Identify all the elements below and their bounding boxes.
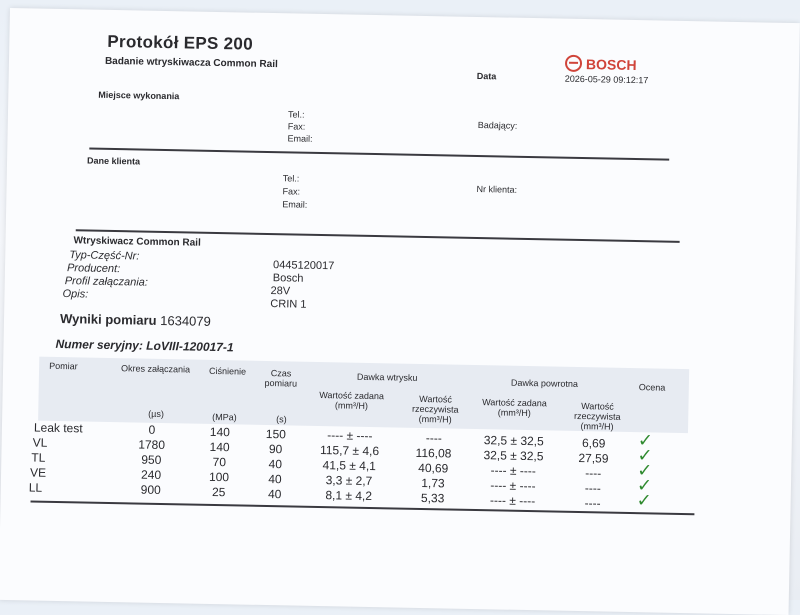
period-cell: 0 [148, 422, 156, 437]
ret-actual-cell: ---- [584, 480, 602, 496]
location-label: Miejsce wykonania [98, 89, 180, 102]
client-number-label: Nr klienta: [476, 183, 518, 195]
row-name: LL [28, 480, 43, 495]
inj-target-header: Wartość zadana (mm³/H) [319, 390, 385, 411]
unit-s: (s) [276, 414, 287, 425]
injector-label-profile: Profil załączania: [64, 275, 149, 289]
protocol-sheet [0, 8, 800, 615]
ret-target-cell: ---- ± ---- [490, 463, 536, 479]
time-cell: 40 [268, 456, 283, 471]
document-title: Protokół EPS 200 [107, 31, 254, 54]
inj-target-cell: 3,3 ± 2,7 [325, 473, 373, 489]
bosch-ring-icon [565, 55, 582, 72]
ret-actual-header: Wartość rzeczywista (mm³/H) [573, 401, 621, 432]
client-fax: Fax: [282, 186, 301, 197]
col-period: Okres załączania [121, 363, 191, 375]
injector-label-desc: Opis: [62, 288, 89, 301]
ret-target-cell: ---- ± ---- [490, 478, 536, 494]
bosch-logo [565, 55, 637, 73]
injector-type-value: 0445120017 [272, 259, 335, 273]
date-value: 2026-05-29 09:12:17 [564, 73, 649, 86]
pressure-cell: 70 [212, 454, 227, 470]
col-time: Czas pomiaru [264, 368, 298, 389]
location-email: Email: [287, 133, 313, 144]
time-cell: 90 [268, 441, 283, 456]
client-label: Dane klienta [86, 155, 141, 167]
inj-target-cell: ---- ± ---- [327, 428, 373, 444]
document-subtitle: Badanie wtryskiwacza Common Rail [104, 55, 278, 71]
inj-target-cell: 41,5 ± 4,1 [322, 458, 377, 474]
time-cell: 40 [267, 486, 282, 501]
ret-actual-cell: 27,59 [578, 450, 609, 466]
injector-profile-value: 28V [270, 285, 291, 298]
inj-target-cell: 115,7 ± 4,6 [319, 443, 380, 459]
client-tel: Tel.: [282, 173, 300, 184]
ret-target-cell: ---- ± ---- [489, 493, 536, 509]
date-label: Data [476, 70, 497, 82]
time-cell: 40 [268, 471, 282, 486]
inj-actual-cell: 5,33 [420, 491, 445, 506]
col-pressure: Ciśnienie [208, 365, 247, 377]
client-email: Email: [282, 199, 308, 210]
results-line [60, 311, 211, 329]
col-return: Dawka powrotna [510, 377, 579, 389]
pressure-cell: 25 [211, 484, 226, 500]
row-name: VE [29, 465, 47, 480]
unit-us: (µs) [148, 408, 165, 420]
ret-target-cell: 32,5 ± 32,5 [483, 433, 544, 449]
time-cell: 150 [265, 426, 287, 441]
period-cell: 950 [141, 452, 162, 467]
ret-actual-cell: 6,69 [581, 435, 606, 451]
pressure-cell: 140 [209, 439, 230, 455]
row-name: Leak test [33, 420, 83, 436]
check-icon: ✓ [636, 475, 653, 496]
period-cell: 900 [140, 482, 161, 497]
ret-actual-cell: ---- [584, 495, 601, 511]
inj-actual-cell: 40,69 [418, 461, 449, 476]
unit-mpa: (MPa) [212, 411, 237, 423]
col-injection: Dawka wtrysku [356, 371, 418, 383]
injector-label-type: Typ-Część-Nr: [69, 249, 140, 263]
divider [89, 148, 669, 161]
period-cell: 240 [140, 467, 162, 482]
injector-producer-value: Bosch [272, 272, 304, 285]
row-name: TL [31, 450, 46, 465]
row-name: VL [32, 435, 48, 450]
inj-actual-cell: 116,08 [415, 446, 452, 461]
period-cell: 1780 [138, 437, 166, 453]
results-number: 1634079 [160, 312, 211, 329]
injector-desc-value: CRIN 1 [270, 298, 307, 311]
ret-target-header: Wartość zadana (mm³/H) [482, 397, 547, 419]
results-label: Wyniki pomiaru [59, 311, 157, 328]
location-fax: Fax: [287, 121, 306, 132]
check-icon: ✓ [636, 490, 652, 511]
check-icon: ✓ [637, 445, 653, 466]
inj-actual-header: Wartość rzeczywista (mm³/H) [412, 393, 459, 425]
inj-actual-cell: 1,73 [421, 476, 445, 491]
location-tel: Tel.: [287, 109, 305, 120]
brand-name: BOSCH [585, 55, 637, 73]
check-icon: ✓ [637, 460, 653, 481]
inj-actual-cell: ---- [425, 431, 442, 446]
ret-actual-cell: ---- [585, 465, 602, 481]
ret-target-cell: 32,5 ± 32,5 [483, 448, 544, 464]
pressure-cell: 140 [209, 424, 231, 440]
check-icon: ✓ [637, 430, 654, 451]
injector-section-title: Wtryskiwacz Common Rail [73, 235, 201, 249]
pressure-cell: 100 [208, 469, 230, 485]
col-rating: Ocena [638, 382, 666, 393]
col-measure: Pomiar [49, 360, 78, 372]
serial-number: Numer seryjny: LoVIII-120017-1 [55, 336, 234, 355]
injector-label-producer: Producent: [66, 262, 121, 276]
inj-target-cell: 8,1 ± 4,2 [325, 488, 373, 504]
tester-label: Badający: [477, 120, 518, 131]
